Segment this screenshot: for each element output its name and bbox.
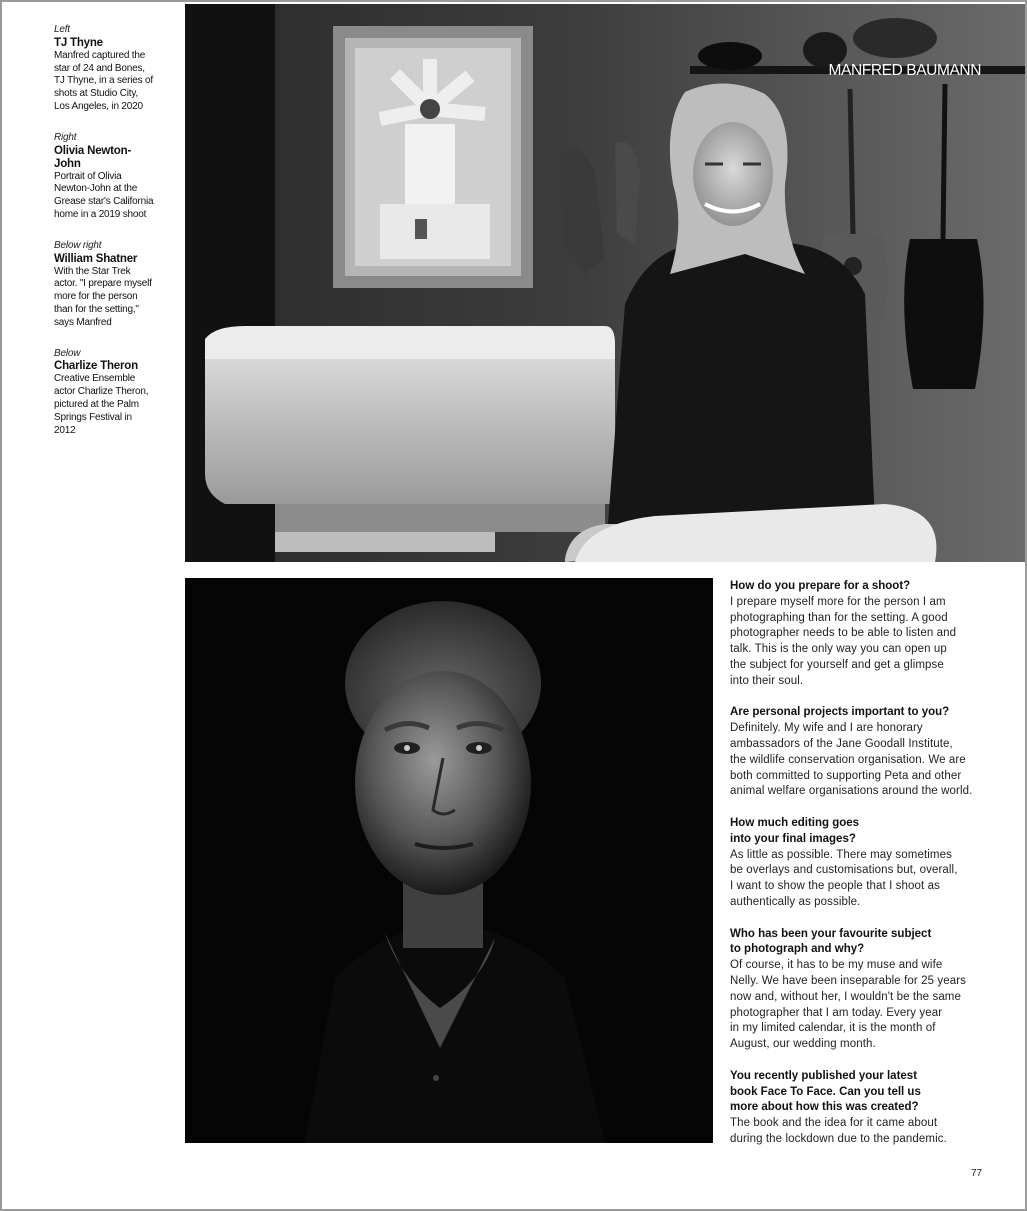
question: You recently published your latest book Face To Face. Can you tell us more about how this was created? <box>730 1069 921 1114</box>
answer: As little as possible. There may sometimes be overlays and customisations but, overall, I want to show the people that I shoot as authentically as possible. <box>730 848 958 908</box>
qa-block <box>730 705 992 800</box>
answer: Definitely. My wife and I are honorary ambassadors of the Jane Goodall Institute, the wildlife conservation organisation. We are both committed to supporting Peta and other animal welfare organisations around the world. <box>730 722 973 798</box>
question: Who has been your favourite subject to photograph and why? <box>730 927 932 956</box>
photo-william-shatner <box>185 578 713 1143</box>
caption-william-shatner <box>54 240 154 330</box>
caption-text: With the Star Trek actor. "I prepare myself more for the person than for the setting," says Manfred <box>54 265 152 328</box>
photo-olivia-scene <box>185 4 1025 562</box>
caption-position: Right <box>54 131 77 143</box>
question: How do you prepare for a shoot? <box>730 580 911 592</box>
article-body <box>730 579 992 1163</box>
caption-charlize-theron <box>54 348 154 438</box>
caption-text: Portrait of Olivia Newton-John at the Grease star's California home in a 2019 shoot <box>54 170 154 220</box>
caption-olivia-newton-john <box>54 132 154 222</box>
caption-text: Manfred captured the star of 24 and Bones, TJ Thyne, in a series of shots at Studio City, Los Angeles, in 2020 <box>54 49 153 112</box>
qa-block <box>730 816 992 911</box>
caption-position: Below <box>54 347 81 359</box>
caption-tj-thyne <box>54 24 154 114</box>
question: Are personal projects important to you? <box>730 706 950 719</box>
caption-name: Charlize Theron <box>54 360 138 373</box>
caption-position: Left <box>54 24 70 35</box>
photo-shatner-portrait <box>185 578 713 1143</box>
photo-credit: MANFRED BAUMANN <box>828 62 981 79</box>
caption-name: Olivia Newton-John <box>54 144 132 170</box>
answer: I prepare myself more for the person I am photographing than for the setting. A good photographer needs to be able to listen and talk. This is the only way you can open up the subject for yourself and get a glimpse into their soul. <box>730 595 957 687</box>
question: How much editing goes into your final images? <box>730 816 860 845</box>
caption-text: Creative Ensemble actor Charlize Theron, pictured at the Palm Springs Festival in 2012 <box>54 373 149 436</box>
answer: The book and the idea for it came about during the lockdown due to the pandemic. <box>730 1117 947 1145</box>
qa-block <box>730 1069 992 1148</box>
answer: Of course, it has to be my muse and wife Nelly. We have been inseparable for 25 years now and, without her, I wouldn't be the same photographer that I am today. Every year in my limited calendar, it is the month of August, our wedding month. <box>730 959 967 1051</box>
caption-name: William Shatner <box>54 252 138 265</box>
caption-name: TJ Thyne <box>54 36 103 49</box>
qa-block <box>730 927 992 1053</box>
caption-position: Below right <box>54 239 102 251</box>
qa-block <box>730 579 992 690</box>
captions-sidebar <box>54 24 154 455</box>
photo-olivia-newton-john <box>185 4 1025 562</box>
page-number: 77 <box>971 1168 983 1179</box>
